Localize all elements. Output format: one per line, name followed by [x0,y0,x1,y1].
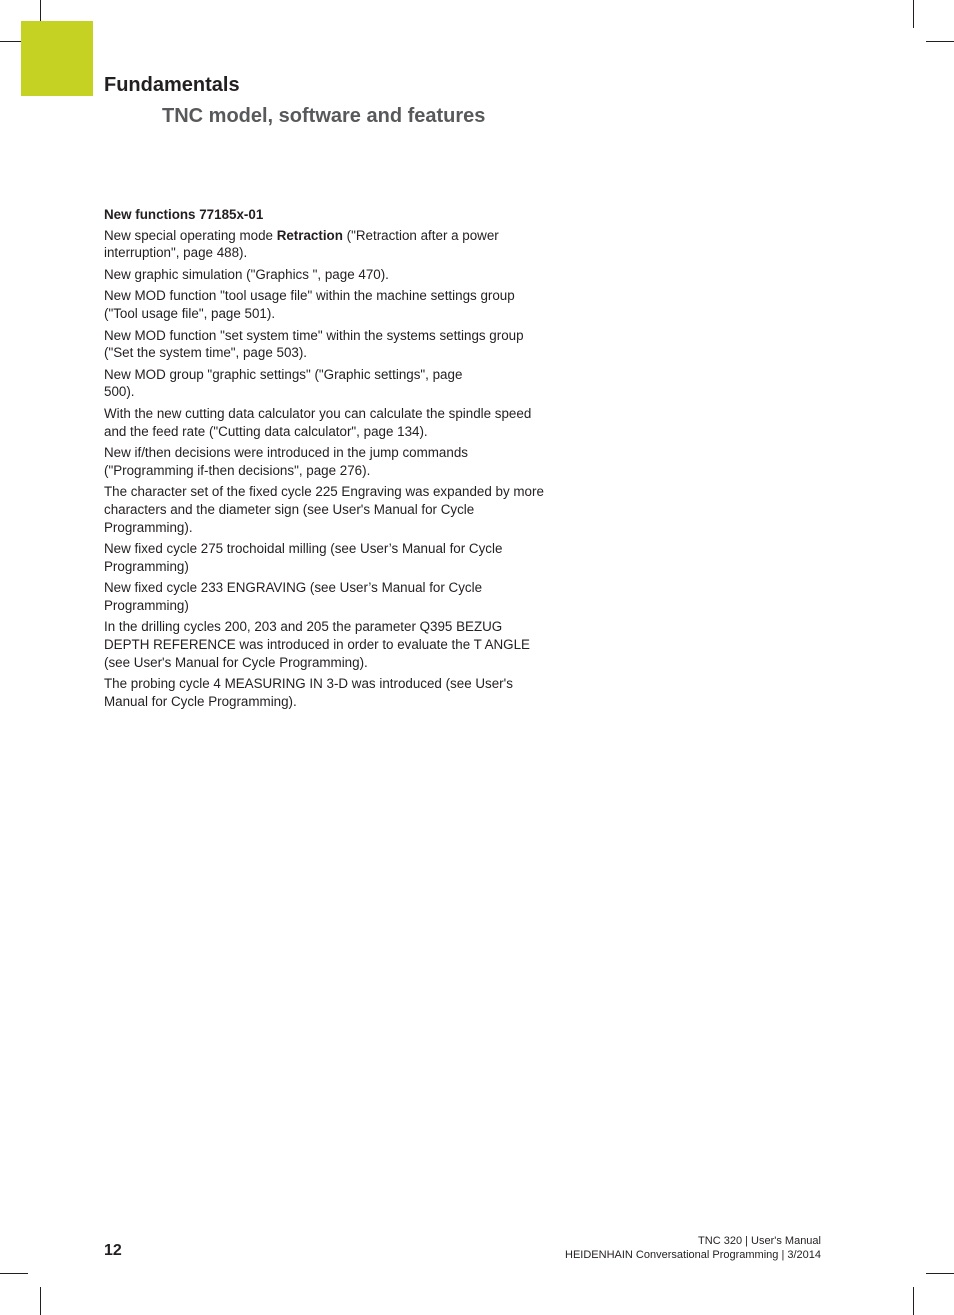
footer-publisher-date: HEIDENHAIN Conversational Programming | 3/2014 [565,1249,821,1261]
chapter-color-tab [21,21,93,96]
paragraph-text: ("Retraction after a power interruption", page 488). [104,227,499,261]
paragraph: With the new cutting data calculator you can calculate the spindle speed and the feed rate ("Cutting data calculator", page 134). [104,405,532,439]
footer-manual-title: TNC 320 | User's Manual [698,1235,821,1247]
crop-mark [913,1287,914,1315]
paragraph: New MOD function "tool usage file" within the machine settings group ("Tool usage file", page 501). [104,288,515,321]
mode-name: Retraction [276,227,343,243]
paragraph: New if/then decisions were introduced in the jump commands ("Programming if-then decisions", page 276). [104,445,468,478]
content-heading: New functions 77185x-01 [104,207,264,222]
paragraph-text: New special operating mode [104,227,277,243]
footer-info [565,1234,821,1262]
crop-mark [926,1273,954,1274]
paragraph [104,227,549,262]
crop-mark [40,1287,41,1315]
paragraph: The character set of the fixed cycle 225 Engraving was expanded by more characters and the diameter sign (see User's Manual for Cycle Programming). [104,484,544,535]
paragraph: In the drilling cycles 200, 203 and 205 the parameter Q395 BEZUG DEPTH REFERENCE was introduced in order to evaluate the T ANGLE (see User's Manual for Cycle Programming). [104,619,530,670]
paragraph: The probing cycle 4 MEASURING IN 3-D was introduced (see User's Manual for Cycle Programming). [104,676,513,709]
main-content [104,206,549,714]
crop-mark [926,41,954,42]
crop-mark [0,1273,28,1274]
chapter-title: Fundamentals [104,74,240,96]
page-number: 12 [104,1242,122,1259]
paragraph: New graphic simulation ("Graphics ", page 470). [104,266,389,282]
paragraph: New MOD group "graphic settings" ("Graphic settings", page 500). [104,366,463,400]
crop-mark [913,0,914,28]
paragraph: New MOD function "set system time" within the systems settings group ("Set the system time", page 503). [104,327,524,361]
paragraph: New fixed cycle 233 ENGRAVING (see User’s Manual for Cycle Programming) [104,580,483,613]
paragraph: New fixed cycle 275 trochoidal milling (see User’s Manual for Cycle Programming) [104,541,503,574]
section-title: TNC model, software and features [162,105,486,127]
